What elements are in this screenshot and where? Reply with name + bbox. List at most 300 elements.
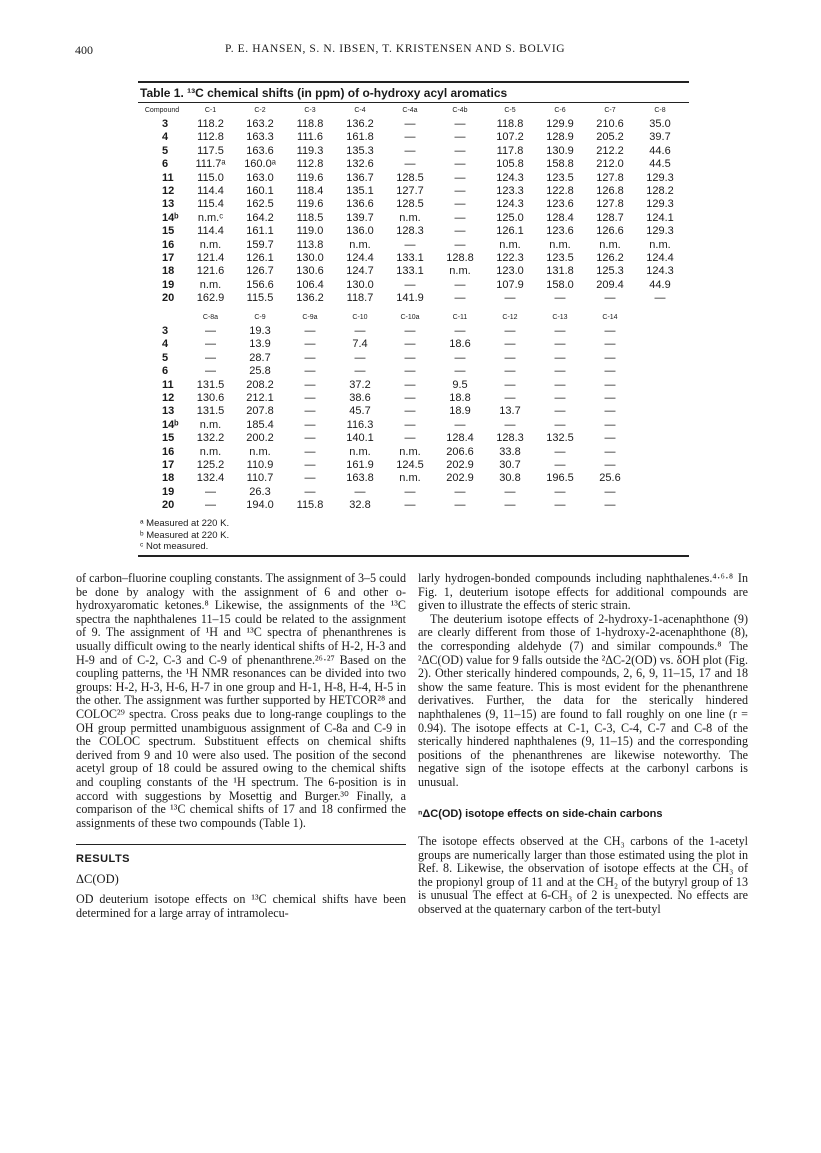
table-row xyxy=(138,392,685,405)
shift-cell: 121.6 xyxy=(196,265,225,278)
shift-cell: 162.5 xyxy=(246,198,274,211)
shift-cell: — xyxy=(604,338,616,351)
shift-cell: n.m. xyxy=(499,238,521,251)
column-header: C-3 xyxy=(304,107,316,114)
compound-cell: 3 xyxy=(162,325,169,337)
body-paragraph: larly hydrogen-bonded compounds including naphthalenes.⁴·⁶·⁸ In Fig. 1, deuterium isotope effects for additional compounds are given to illustrate the effects of steric strain. xyxy=(418,571,748,613)
shift-cell: — xyxy=(554,338,566,351)
shift-cell: n.m. xyxy=(549,238,571,251)
shift-cell xyxy=(635,392,685,405)
table-row xyxy=(138,185,685,198)
shift-cell: — xyxy=(404,118,416,130)
compound-cell: 13 xyxy=(162,405,175,418)
shift-cell: 129.3 xyxy=(646,171,674,184)
shift-cell: 37.2 xyxy=(349,378,371,391)
shift-cell: 209.4 xyxy=(596,278,624,291)
shift-cell: 118.5 xyxy=(296,211,324,224)
column-header: C-4 xyxy=(354,107,366,114)
shift-cell: — xyxy=(304,378,316,391)
column-header: C-11 xyxy=(452,314,468,321)
shift-cell: 44.5 xyxy=(649,158,671,171)
shift-cell: 123.3 xyxy=(496,185,524,198)
shift-cell: n.m. xyxy=(399,472,421,485)
shift-cell: 136.2 xyxy=(296,292,324,305)
shift-cell: 112.8 xyxy=(296,158,324,171)
shift-cell: — xyxy=(604,392,616,405)
shift-cell: — xyxy=(454,418,466,431)
compound-cell: 11 xyxy=(162,378,174,391)
column-header: C-8 xyxy=(654,107,666,114)
table-title: Table 1. ¹³C chemical shifts (in ppm) of o-hydroxy acyl aromatics xyxy=(140,86,508,100)
shift-cell: 130.0 xyxy=(296,252,324,265)
shift-cell: 160.1 xyxy=(246,185,274,198)
column-header xyxy=(635,311,685,325)
shift-cell: 128.5 xyxy=(396,198,424,211)
shift-cell: 210.6 xyxy=(596,118,624,130)
shift-cell: 128.3 xyxy=(496,432,524,445)
shift-cell: 132.5 xyxy=(546,432,574,445)
column-header: C-10 xyxy=(352,314,368,321)
shift-cell: — xyxy=(554,418,566,431)
shift-cell: 107.9 xyxy=(496,278,524,291)
shift-cell: — xyxy=(554,378,566,391)
shift-cell: — xyxy=(404,432,416,445)
shift-cell: — xyxy=(354,351,366,364)
shift-cell: 119.3 xyxy=(296,144,324,157)
column-header: C-9 xyxy=(254,314,266,321)
table-row xyxy=(138,212,685,225)
shift-cell: — xyxy=(354,485,366,498)
shift-cell: 208.2 xyxy=(246,378,274,391)
column-header: C-7 xyxy=(604,107,616,114)
compound-cell: 5 xyxy=(162,144,169,157)
shift-cell: 121.4 xyxy=(196,252,225,265)
shift-cell: 39.7 xyxy=(649,131,671,144)
shift-cell: — xyxy=(454,238,466,251)
table-row xyxy=(138,472,685,485)
table-row xyxy=(138,432,685,445)
shift-cell: — xyxy=(454,211,466,224)
shift-cell: — xyxy=(304,418,316,431)
column-header: C-5 xyxy=(504,107,516,114)
shift-cell: — xyxy=(404,131,416,144)
shift-cell: 125.2 xyxy=(196,459,225,472)
table-row xyxy=(138,338,685,351)
shift-cell: — xyxy=(304,325,316,337)
shift-cell: 115.8 xyxy=(296,499,324,512)
shift-cell: 114.4 xyxy=(197,185,224,198)
compound-cell: 20 xyxy=(162,292,175,305)
compound-cell: 14ᵇ xyxy=(162,211,179,224)
shift-cell: 128.8 xyxy=(446,252,474,265)
shift-cell: 105.8 xyxy=(496,158,524,171)
shift-cell: 115.5 xyxy=(246,292,274,305)
shift-cell: 163.8 xyxy=(346,472,374,485)
shift-cell: 110.7 xyxy=(246,472,274,485)
shift-cell: 35.0 xyxy=(649,118,671,130)
shifts-table-part1 xyxy=(138,104,685,306)
shift-cell: 116.3 xyxy=(346,418,374,431)
shift-cell: 126.6 xyxy=(596,225,624,238)
shift-cell: 140.1 xyxy=(346,432,374,445)
shift-cell: — xyxy=(404,325,416,337)
shift-cell: n.m.ᶜ xyxy=(197,211,224,224)
table-row xyxy=(138,172,685,185)
table-top-rule xyxy=(138,81,689,83)
shift-cell: — xyxy=(554,499,566,512)
column-header: C-8a xyxy=(202,314,219,321)
shift-cell: 132.4 xyxy=(196,472,225,485)
shift-cell: 164.2 xyxy=(246,211,274,224)
shift-cell: 30.8 xyxy=(499,472,521,485)
shift-cell: 125.0 xyxy=(496,211,524,224)
column-header: C-12 xyxy=(502,314,518,321)
shift-cell: — xyxy=(304,338,316,351)
shift-cell: n.m. xyxy=(199,238,222,251)
compound-cell: 16 xyxy=(162,238,175,251)
shift-cell: 127.8 xyxy=(596,198,624,211)
shift-cell: 44.9 xyxy=(649,278,671,291)
shift-cell: — xyxy=(604,365,616,378)
table-row xyxy=(138,292,685,305)
shift-cell: — xyxy=(454,131,466,144)
shift-cell: 131.5 xyxy=(196,378,225,391)
shift-cell: n.m. xyxy=(249,445,271,458)
body-paragraph: of carbon–fluorine coupling constants. The assignment of 3–5 could be done by analogy with the assignment of 6 and other o-hydroxyaromatic ketones.⁸ Likewise, the assignments of the ¹³C spectra the naphthalenes 11–15 could be related to the assignment of 9. The assignment of ¹H and ¹³C spectra of phenanthrenes is usually difficult owing to the nearly identical shifts of H-2, H-3 and H-9 and of C-2, C-3 and C-9 of phenanthrene.²⁶·²⁷ Based on the coupling patterns, the ¹H NMR resonances can be divided into two groups: H-2, H-3, H-6, H-7 in one group and H-1, H-8, H-4, H-5 in the other. The assignment was further supported by HETCOR²⁸ and COLOC²⁹ spectra. Cross peaks due to long-range couplings to the OH group permitted unambiguous assignment of C-8a and C-9 in the COLOC spectrum. Substituent effects on chemical shifts derived from 9 and 10 were also used. The position of the second acetyl group of 18 could be assured owing to the chemical shifts and coupling constants of the ¹H spectrum. The 6-position is in accord with suggestions by Mosettig and Burger.³⁰ Finally, a comparison of the ¹³C chemical shifts of 17 and 18 confirmed the assignments of these two compounds (Table 1). xyxy=(76,571,406,830)
compound-cell: 19 xyxy=(162,485,175,498)
shift-cell: — xyxy=(504,351,516,364)
footnote: ᵇ Measured at 220 K. xyxy=(140,529,230,541)
shift-cell: 158.8 xyxy=(546,158,574,171)
shift-cell: 163.2 xyxy=(246,118,274,130)
shift-cell: — xyxy=(205,485,216,498)
shift-cell: 13.9 xyxy=(249,338,271,351)
shift-cell: — xyxy=(604,351,616,364)
compound-cell: 4 xyxy=(162,338,169,351)
shift-cell: 163.3 xyxy=(246,131,274,144)
compound-cell: 18 xyxy=(162,472,175,485)
shift-cell: — xyxy=(404,278,416,291)
table-row xyxy=(138,198,685,211)
table-title-rule xyxy=(138,102,689,103)
shift-cell xyxy=(635,365,685,378)
table-row xyxy=(138,446,685,459)
shift-cell: 196.5 xyxy=(546,472,574,485)
table-row xyxy=(138,419,685,432)
shift-cell: 194.0 xyxy=(246,499,274,512)
compound-cell: 15 xyxy=(162,225,175,238)
shift-cell: 7.4 xyxy=(352,338,368,351)
shift-cell: 136.6 xyxy=(346,198,374,211)
compound-cell: 6 xyxy=(162,365,169,378)
shift-cell: 45.7 xyxy=(349,405,371,418)
table-header-row xyxy=(138,104,685,118)
shift-cell: n.m. xyxy=(399,445,421,458)
shift-cell xyxy=(635,325,685,338)
shift-cell: 135.3 xyxy=(346,144,374,157)
compound-cell: 13 xyxy=(162,198,175,211)
shift-cell: 125.3 xyxy=(596,265,624,278)
shift-cell: 124.4 xyxy=(646,252,674,265)
table-row xyxy=(138,118,685,131)
shift-cell: 163.0 xyxy=(246,171,274,184)
footnote: ᶜ Not measured. xyxy=(140,541,209,552)
page-number: 400 xyxy=(75,43,93,57)
shift-cell: — xyxy=(454,325,466,337)
shift-cell: — xyxy=(404,405,416,418)
column-header: C-4a xyxy=(402,107,418,114)
shift-cell: 106.4 xyxy=(296,278,324,291)
column-header: Compound xyxy=(144,107,180,114)
shift-cell: — xyxy=(604,405,616,418)
shift-cell: 205.2 xyxy=(596,131,624,144)
shift-cell: 131.8 xyxy=(546,265,574,278)
shift-cell: 127.7 xyxy=(396,185,424,198)
shift-cell: 212.0 xyxy=(596,158,624,171)
column-header xyxy=(138,311,186,325)
subsection-heading: ΔC(OD) xyxy=(76,871,119,886)
shift-cell: 124.5 xyxy=(396,459,424,472)
shift-cell: 156.6 xyxy=(246,278,274,291)
column-header: C-9a xyxy=(302,314,318,321)
shift-cell: 132.6 xyxy=(346,158,374,171)
shift-cell: — xyxy=(454,158,466,171)
shift-cell: n.m. xyxy=(199,445,222,458)
shift-cell: 130.6 xyxy=(196,392,225,405)
shift-cell: — xyxy=(205,325,216,337)
shift-cell: — xyxy=(554,459,566,472)
column-header: C-14 xyxy=(602,314,618,321)
shift-cell: — xyxy=(554,405,566,418)
shift-cell: 129.3 xyxy=(646,198,674,211)
shift-cell: n.m. xyxy=(349,445,371,458)
shift-cell: 122.3 xyxy=(496,252,524,265)
left-column xyxy=(76,572,406,921)
shift-cell: 44.6 xyxy=(649,144,671,157)
table-row xyxy=(138,252,685,265)
shift-cell: 135.1 xyxy=(346,185,374,198)
column-header: C-10a xyxy=(400,314,420,321)
shift-cell xyxy=(635,405,685,418)
shift-cell: 163.6 xyxy=(246,144,274,157)
shift-cell: 161.1 xyxy=(246,225,274,238)
shift-cell: 18.9 xyxy=(449,405,471,418)
body-paragraph: OD deuterium isotope effects on ¹³C chemical shifts have been determined for a large array of intramolecu- xyxy=(76,892,406,921)
shift-cell: 28.7 xyxy=(249,351,271,364)
shift-cell: 18.6 xyxy=(449,338,471,351)
shift-cell: 128.2 xyxy=(646,185,674,198)
shift-cell: — xyxy=(604,378,616,391)
shift-cell: 124.7 xyxy=(346,265,374,278)
shift-cell: 25.8 xyxy=(249,365,271,378)
column-header: C-13 xyxy=(552,314,568,321)
shift-cell: 18.8 xyxy=(449,392,471,405)
compound-cell: 19 xyxy=(162,278,175,291)
footnote: ᵃ Measured at 220 K. xyxy=(140,518,230,529)
shift-cell: 124.4 xyxy=(346,252,374,265)
shift-cell: 115.4 xyxy=(197,198,224,211)
shifts-table-part2 xyxy=(138,311,685,513)
table-row xyxy=(138,225,685,238)
shift-cell: — xyxy=(404,351,416,364)
shift-cell: 30.7 xyxy=(499,459,521,472)
shift-cell: — xyxy=(454,292,466,305)
shift-cell: 117.5 xyxy=(197,144,224,157)
shift-cell: n.m. xyxy=(349,238,371,251)
shift-cell: 118.2 xyxy=(197,118,224,130)
shift-cell: 118.8 xyxy=(496,118,524,130)
shift-cell: — xyxy=(304,432,316,445)
shift-cell: 128.4 xyxy=(546,211,574,224)
shift-cell: — xyxy=(304,445,316,458)
shift-cell: — xyxy=(205,499,216,512)
shift-cell: 126.1 xyxy=(246,252,274,265)
shift-cell: — xyxy=(454,225,466,238)
shift-cell: n.m. xyxy=(399,211,421,224)
shift-cell: — xyxy=(554,445,566,458)
compound-cell: 3 xyxy=(162,118,169,130)
shift-cell: 123.6 xyxy=(546,225,574,238)
shift-cell: 126.8 xyxy=(596,185,624,198)
shift-cell: — xyxy=(454,499,466,512)
subsection-heading: ⁿΔC(OD) isotope effects on side-chain carbons xyxy=(418,807,663,820)
shift-cell: — xyxy=(504,292,516,305)
shift-cell: — xyxy=(554,485,566,498)
right-column xyxy=(418,572,748,917)
shift-cell: 207.8 xyxy=(246,405,274,418)
shift-cell: 124.1 xyxy=(646,211,674,224)
table-row xyxy=(138,486,685,499)
shift-cell: n.m. xyxy=(599,238,621,251)
shift-cell: — xyxy=(404,378,416,391)
compound-cell: 5 xyxy=(162,351,169,364)
shift-cell: 123.0 xyxy=(496,265,524,278)
shift-cell: 26.3 xyxy=(249,485,271,498)
table-header-row xyxy=(138,311,685,325)
shift-cell xyxy=(635,459,685,472)
shift-cell: 131.5 xyxy=(196,405,225,418)
shift-cell: — xyxy=(454,144,466,157)
shift-cell: 212.1 xyxy=(246,392,274,405)
shift-cell: — xyxy=(205,338,216,351)
shift-cell: 114.4 xyxy=(197,225,224,238)
shift-cell: — xyxy=(504,499,516,512)
shift-cell: 136.0 xyxy=(346,225,374,238)
shift-cell xyxy=(635,352,685,365)
compound-cell: 14ᵇ xyxy=(162,418,179,431)
shift-cell: — xyxy=(454,365,466,378)
shift-cell: 130.0 xyxy=(346,278,374,291)
shift-cell: — xyxy=(504,325,516,337)
shift-cell: 117.8 xyxy=(496,144,524,157)
shift-cell xyxy=(635,432,685,445)
shift-cell: n.m. xyxy=(199,278,222,291)
shift-cell: 128.7 xyxy=(596,211,624,224)
compound-cell: 15 xyxy=(162,432,175,445)
table-row xyxy=(138,145,685,158)
shift-cell: 110.9 xyxy=(246,459,274,472)
shift-cell: — xyxy=(604,445,616,458)
shift-cell: — xyxy=(454,485,466,498)
shift-cell: — xyxy=(404,365,416,378)
section-heading: RESULTS xyxy=(76,853,131,866)
shift-cell: 161.9 xyxy=(346,459,374,472)
table-row xyxy=(138,405,685,418)
shift-cell: — xyxy=(454,118,466,130)
shift-cell: 119.6 xyxy=(296,198,324,211)
column-header: C-4b xyxy=(452,107,468,114)
shift-cell: — xyxy=(304,405,316,418)
table-row xyxy=(138,459,685,472)
shift-cell: n.m. xyxy=(449,265,471,278)
shift-cell: 130.6 xyxy=(296,265,324,278)
shift-cell: 160.0ᵃ xyxy=(244,158,276,171)
section-rule xyxy=(76,844,406,845)
shift-cell xyxy=(635,379,685,392)
table-row xyxy=(138,239,685,252)
shift-cell: — xyxy=(454,185,466,198)
shift-cell: 200.2 xyxy=(246,432,274,445)
shift-cell: 126.7 xyxy=(246,265,274,278)
shift-cell: 128.5 xyxy=(396,171,424,184)
shift-cell: 161.8 xyxy=(346,131,374,144)
shift-cell: — xyxy=(504,378,516,391)
table-row xyxy=(138,352,685,365)
shift-cell: 32.8 xyxy=(349,499,371,512)
shift-cell: 129.9 xyxy=(546,118,574,130)
shift-cell: 118.8 xyxy=(296,118,324,130)
shift-cell: — xyxy=(304,365,316,378)
shift-cell: — xyxy=(354,325,366,337)
shift-cell: — xyxy=(504,485,516,498)
shift-cell: 185.4 xyxy=(246,418,274,431)
compound-cell: 18 xyxy=(162,265,175,278)
shift-cell: — xyxy=(604,499,616,512)
shift-cell: — xyxy=(304,485,316,498)
shift-cell: 107.2 xyxy=(496,131,524,144)
shift-cell: 123.5 xyxy=(546,252,574,265)
compound-cell: 12 xyxy=(162,392,175,405)
shift-cell: — xyxy=(504,392,516,405)
shift-cell: — xyxy=(404,392,416,405)
shift-cell: 129.3 xyxy=(646,225,674,238)
shift-cell: — xyxy=(554,392,566,405)
compound-cell: 6 xyxy=(162,158,169,171)
table-footnotes xyxy=(140,518,229,553)
shift-cell xyxy=(635,499,685,512)
shift-cell: 159.7 xyxy=(246,238,274,251)
shift-cell: 124.3 xyxy=(496,198,524,211)
shift-cell: 118.4 xyxy=(296,185,324,198)
compound-cell: 4 xyxy=(162,131,169,144)
shift-cell: — xyxy=(404,338,416,351)
shift-cell: 128.9 xyxy=(546,131,574,144)
shift-cell: — xyxy=(404,144,416,157)
table-row xyxy=(138,499,685,512)
shift-cell: — xyxy=(304,392,316,405)
shift-cell: 130.9 xyxy=(546,144,574,157)
shift-cell: 123.6 xyxy=(546,198,574,211)
shift-cell: — xyxy=(604,325,616,337)
shift-cell: — xyxy=(504,365,516,378)
shift-cell: 119.0 xyxy=(296,225,324,238)
column-header: C-6 xyxy=(554,107,566,114)
shift-cell: — xyxy=(604,418,616,431)
shift-cell: — xyxy=(604,459,616,472)
shift-cell: — xyxy=(354,365,366,378)
shift-cell: — xyxy=(454,171,466,184)
table-row xyxy=(138,279,685,292)
